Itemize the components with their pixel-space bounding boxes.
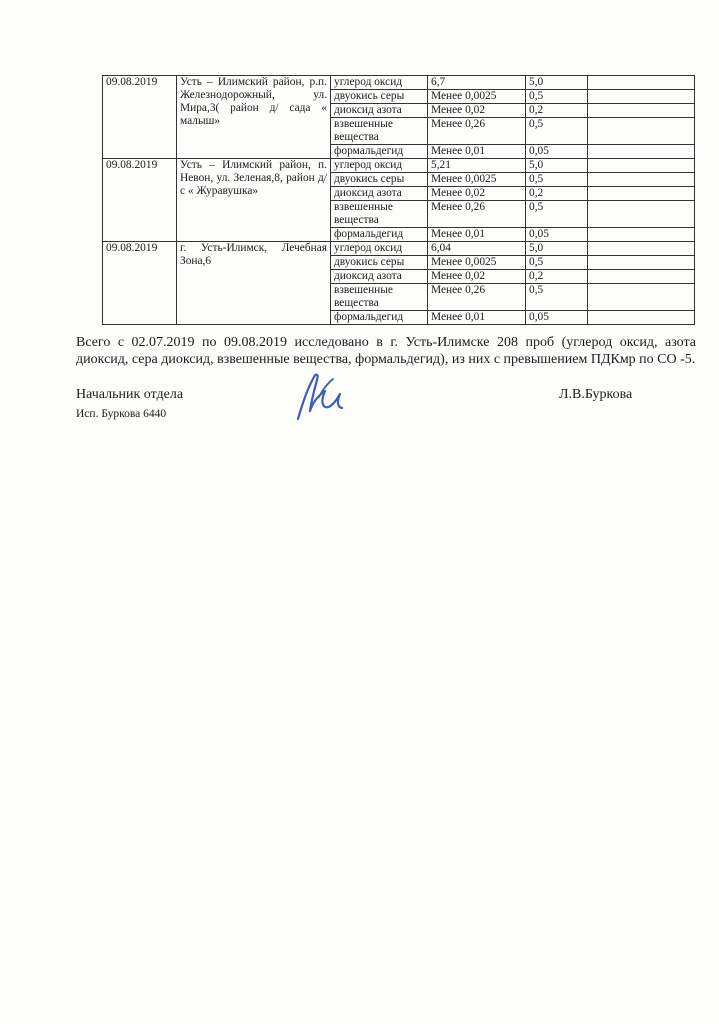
substance-cell: взвешенные вещества	[331, 118, 428, 145]
handwritten-signature	[292, 371, 352, 423]
measurement-table-body	[103, 76, 695, 325]
limit-cell: 5,0	[526, 159, 588, 173]
sampling-location-cell: Усть – Илимский район, р.п. Железнодорожный, ул. Мира,3( район д/ сада « малыш»	[177, 76, 331, 159]
limit-cell: 5,0	[526, 76, 588, 90]
result-cell: Менее 0,0025	[428, 256, 526, 270]
substance-cell: диоксид азота	[331, 270, 428, 284]
executor-note: Исп. Буркова 6440	[76, 408, 167, 420]
note-cell	[588, 159, 695, 173]
note-cell	[588, 118, 695, 145]
limit-cell: 0,5	[526, 256, 588, 270]
note-cell	[588, 228, 695, 242]
result-cell: Менее 0,02	[428, 187, 526, 201]
substance-cell: углерод оксид	[331, 242, 428, 256]
result-cell: Менее 0,26	[428, 118, 526, 145]
result-cell: 6,04	[428, 242, 526, 256]
substance-cell: формальдегид	[331, 311, 428, 325]
limit-cell: 0,5	[526, 118, 588, 145]
limit-cell: 0,05	[526, 145, 588, 159]
result-cell: Менее 0,0025	[428, 173, 526, 187]
result-cell: Менее 0,01	[428, 145, 526, 159]
sample-date-cell: 09.08.2019	[103, 242, 177, 325]
sampling-location-cell: Усть – Илимский район, п. Невон, ул. Зеленая,8, район д/с « Журавушка»	[177, 159, 331, 242]
limit-cell: 0,2	[526, 187, 588, 201]
note-cell	[588, 242, 695, 256]
limit-cell: 0,05	[526, 228, 588, 242]
substance-cell: двуокись серы	[331, 90, 428, 104]
result-cell: Менее 0,02	[428, 104, 526, 118]
limit-cell: 0,2	[526, 104, 588, 118]
note-cell	[588, 256, 695, 270]
substance-cell: диоксид азота	[331, 187, 428, 201]
note-cell	[588, 104, 695, 118]
limit-cell: 0,05	[526, 311, 588, 325]
note-cell	[588, 76, 695, 90]
limit-cell: 0,5	[526, 201, 588, 228]
limit-cell: 0,5	[526, 284, 588, 311]
limit-cell: 0,5	[526, 173, 588, 187]
limit-cell: 5,0	[526, 242, 588, 256]
result-cell: Менее 0,26	[428, 284, 526, 311]
signatory-name: Л.В.Буркова	[559, 387, 633, 402]
signatory-title: Начальник отдела	[76, 387, 184, 402]
substance-cell: двуокись серы	[331, 256, 428, 270]
result-cell: Менее 0,01	[428, 311, 526, 325]
sampling-location-cell: г. Усть-Илимск, Лечебная Зона,6	[177, 242, 331, 325]
summary-paragraph: Всего с 02.07.2019 по 09.08.2019 исследовано в г. Усть-Илимске 208 проб (углерод оксид, азота диоксид, сера диоксид, взвешенные вещества, формальдегид), из них с превышением ПДКмр по СО -5.	[76, 335, 696, 367]
substance-cell: двуокись серы	[331, 173, 428, 187]
note-cell	[588, 187, 695, 201]
substance-cell: формальдегид	[331, 228, 428, 242]
result-cell: Менее 0,26	[428, 201, 526, 228]
result-cell: Менее 0,0025	[428, 90, 526, 104]
sample-date-cell: 09.08.2019	[103, 76, 177, 159]
note-cell	[588, 311, 695, 325]
measurement-table	[102, 75, 695, 325]
substance-cell: углерод оксид	[331, 159, 428, 173]
substance-cell: формальдегид	[331, 145, 428, 159]
substance-cell: углерод оксид	[331, 76, 428, 90]
note-cell	[588, 270, 695, 284]
result-cell: 6,7	[428, 76, 526, 90]
sample-date-cell: 09.08.2019	[103, 159, 177, 242]
limit-cell: 0,5	[526, 90, 588, 104]
table-row	[103, 159, 695, 173]
note-cell	[588, 284, 695, 311]
note-cell	[588, 145, 695, 159]
substance-cell: взвешенные вещества	[331, 201, 428, 228]
result-cell: 5,21	[428, 159, 526, 173]
table-row	[103, 76, 695, 90]
substance-cell: взвешенные вещества	[331, 284, 428, 311]
result-cell: Менее 0,02	[428, 270, 526, 284]
table-row	[103, 242, 695, 256]
note-cell	[588, 173, 695, 187]
note-cell	[588, 90, 695, 104]
limit-cell: 0,2	[526, 270, 588, 284]
note-cell	[588, 201, 695, 228]
result-cell: Менее 0,01	[428, 228, 526, 242]
substance-cell: диоксид азота	[331, 104, 428, 118]
